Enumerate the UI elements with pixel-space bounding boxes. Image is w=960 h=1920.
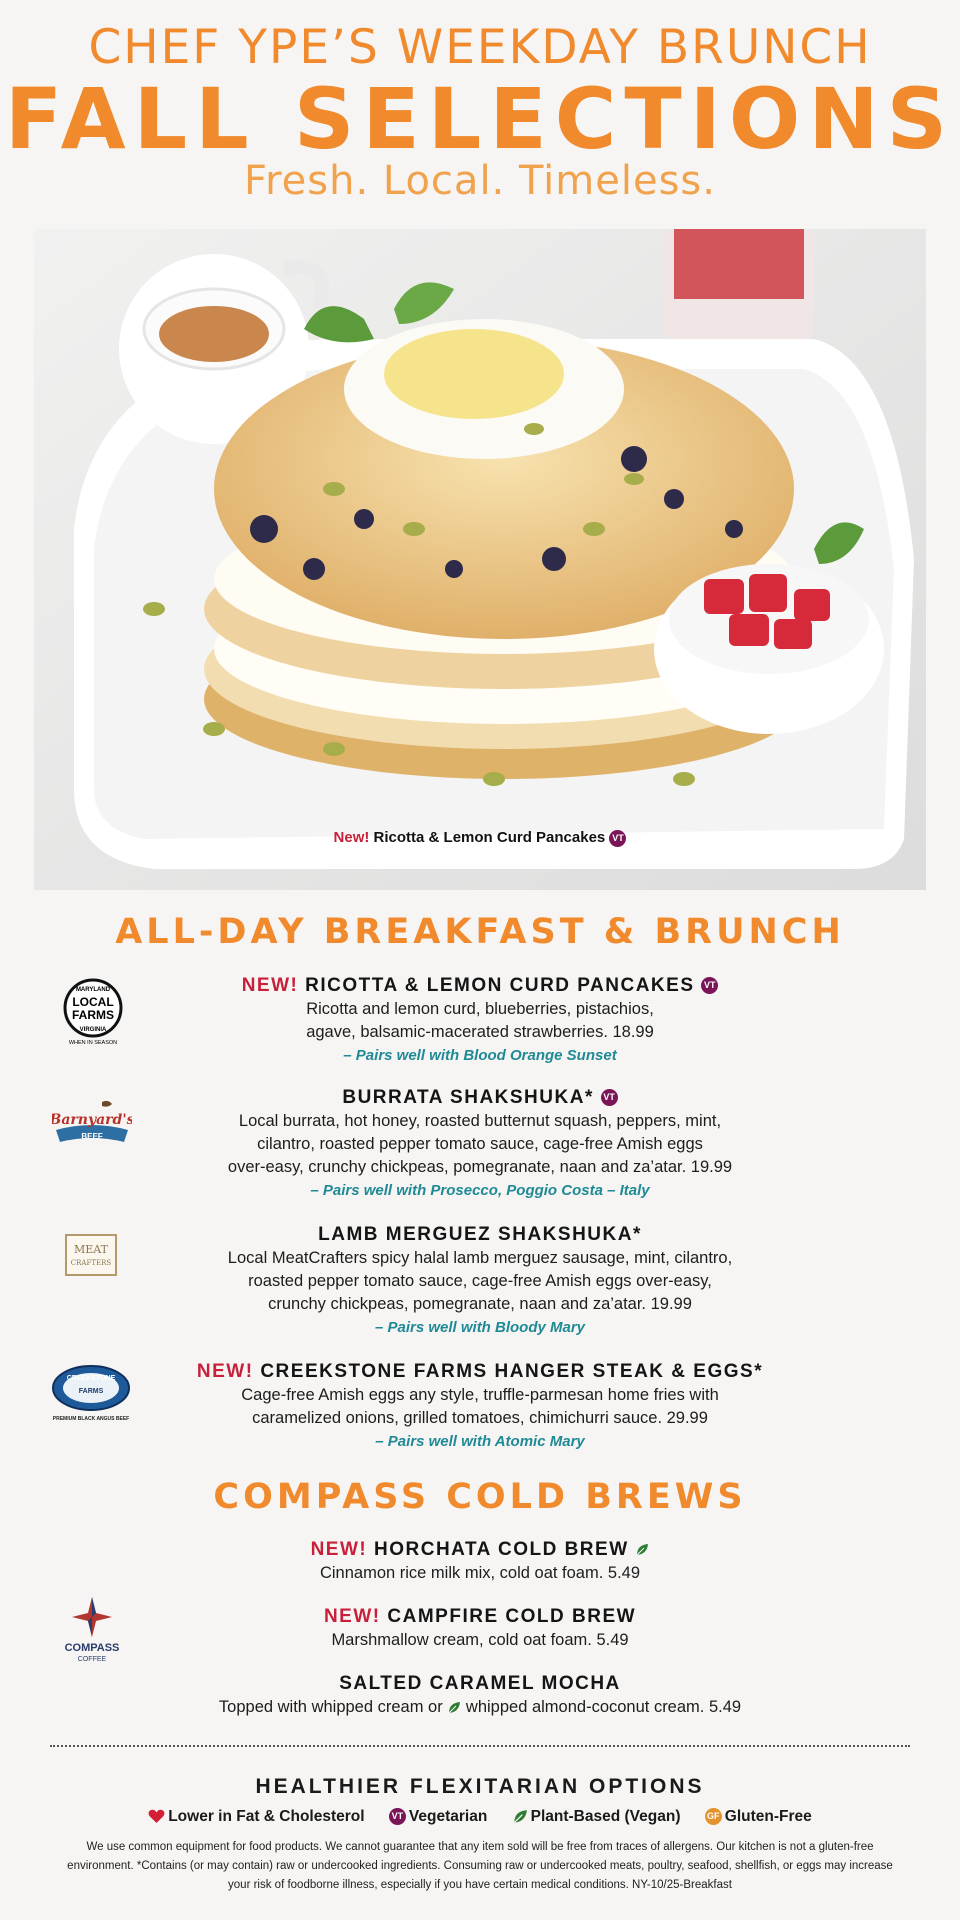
flexitarian-title: HEALTHIER FLEXITARIAN OPTIONS <box>255 1775 705 1798</box>
local-farms-line1: LOCAL <box>72 995 114 1009</box>
item-title: CAMPFIRE COLD BREW <box>387 1606 637 1627</box>
leaf-icon <box>635 1543 649 1557</box>
menu-item-description <box>170 1384 790 1430</box>
pairing-note: – Pairs well with Prosecco, Poggio Costa – Italy <box>310 1182 650 1199</box>
header-tagline: Fresh. Local. Timeless. <box>243 158 716 204</box>
menu-item <box>190 1538 770 1585</box>
new-tag: NEW! <box>310 1539 368 1560</box>
local-farms-top: MARYLAND <box>75 987 111 993</box>
pairing-note: – Pairs well with Blood Orange Sunset <box>343 1047 617 1064</box>
breakfast-section-title: ALL-DAY BREAKFAST & BRUNCH <box>115 912 845 952</box>
menu-item-name <box>170 1360 790 1384</box>
menu-item <box>190 1605 770 1652</box>
compass-logo-mark <box>52 1595 132 1665</box>
local-farms-bottom: VIRGINIA <box>79 1027 107 1033</box>
desc-line: Ricotta and lemon curd, blueberries, pistachios, <box>306 1000 654 1018</box>
item-title: HORCHATA COLD BREW <box>374 1539 629 1560</box>
creekstone-logo-mark <box>48 1362 134 1424</box>
leaf-icon <box>447 1701 461 1715</box>
item-title: LAMB MERGUEZ SHAKSHUKA* <box>318 1224 642 1245</box>
new-tag: NEW! <box>323 1606 381 1627</box>
menu-item <box>190 1672 770 1719</box>
desc-line: cilantro, roasted pepper tomato sauce, cage-free Amish eggs <box>257 1135 703 1153</box>
vegetarian-badge-icon: VT <box>609 830 626 847</box>
pancakes-illustration <box>34 229 926 890</box>
disclaimer-line: environment. *Contains (or may contain) raw or undercooked ingredients. Consuming raw or undercooked meats, poultry, seafood, shellfish, or eggs may increase <box>67 1860 893 1872</box>
menu-item-description <box>190 1247 770 1316</box>
compass-coffee-logo <box>52 1595 132 1670</box>
coldbrews-section-title: COMPASS COLD BREWS <box>213 1477 747 1517</box>
heart-icon <box>148 1809 165 1824</box>
photo-caption <box>34 829 926 847</box>
menu-item-description <box>190 1696 770 1719</box>
barnyard-name: Barnyard's <box>52 1112 132 1128</box>
item-title: SALTED CARAMEL MOCHA <box>339 1673 621 1694</box>
disclaimer-line: your risk of foodborne illness, especially if you have certain medical conditions. NY-10/25-Breakfast <box>228 1879 732 1891</box>
barnyard-beef-logo <box>52 1098 132 1153</box>
compass-name: COMPASS <box>64 1642 120 1654</box>
desc-line: Cage-free Amish eggs any style, truffle-parmesan home fries with <box>241 1386 719 1404</box>
legend-label: Gluten-Free <box>724 1808 812 1825</box>
page-title: FALL SELECTIONS <box>4 70 956 168</box>
item-title: BURRATA SHAKSHUKA* <box>342 1087 594 1108</box>
menu-item-name <box>190 1223 770 1247</box>
vegetarian-badge-icon: VT <box>701 977 718 994</box>
hero-photo <box>34 229 926 890</box>
menu-item-name <box>190 974 770 998</box>
gluten-free-badge-icon: GF <box>705 1808 722 1825</box>
creekstone-farms-logo <box>48 1362 134 1429</box>
meatcrafters-line1: MEAT <box>74 1243 108 1256</box>
dietary-legend <box>0 1808 960 1826</box>
desc-line: Local burrata, hot honey, roasted butternut squash, peppers, mint, <box>238 1112 722 1130</box>
caption-dish-name: Ricotta & Lemon Curd Pancakes <box>373 829 606 846</box>
vegetarian-badge-icon: VT <box>601 1089 618 1106</box>
menu-item <box>190 974 770 1064</box>
allergen-disclaimer <box>45 1838 915 1895</box>
desc-line: crunchy chickpeas, pomegranate, naan and za’atar. 19.99 <box>268 1295 692 1313</box>
menu-item-name <box>190 1605 770 1629</box>
desc-line: over-easy, crunchy chickpeas, pomegranate, naan and za’atar. 19.99 <box>227 1158 733 1176</box>
item-title: RICOTTA & LEMON CURD PANCAKES <box>305 975 695 996</box>
menu-item-name <box>190 1086 770 1110</box>
pairing-note: – Pairs well with Bloody Mary <box>374 1319 586 1336</box>
menu-item-description <box>190 1110 770 1179</box>
menu-item-description <box>190 998 770 1044</box>
desc-part: whipped almond-coconut cream. 5.49 <box>465 1698 742 1716</box>
menu-item <box>190 1086 770 1199</box>
meatcrafters-logo <box>64 1233 118 1284</box>
desc-line: roasted pepper tomato sauce, cage-free Amish eggs over-easy, <box>248 1272 712 1290</box>
dotted-divider <box>50 1745 910 1747</box>
caption-new-tag: New! <box>333 829 370 846</box>
menu-item-description: Marshmallow cream, cold oat foam. 5.49 <box>331 1631 629 1649</box>
local-farms-line2: FARMS <box>72 1008 114 1022</box>
creekstone-tag: PREMIUM BLACK ANGUS BEEF <box>52 1416 130 1422</box>
local-farms-logo-mark <box>58 975 128 1045</box>
disclaimer-line: We use common equipment for food products. We cannot guarantee that any item sold will be free from traces of allergens. Our kitchen is not a gluten-free <box>86 1841 874 1853</box>
desc-line: caramelized onions, grilled tomatoes, chimichurri sauce. 29.99 <box>252 1409 708 1427</box>
creekstone-sub: FARMS <box>78 1388 104 1395</box>
menu-item <box>190 1223 770 1336</box>
meatcrafters-logo-mark <box>64 1233 118 1279</box>
legend-entry <box>512 1808 685 1825</box>
barnyard-logo-mark <box>52 1098 132 1148</box>
header-kicker: CHEF YPE’S WEEKDAY BRUNCH <box>88 20 872 75</box>
legend-entry <box>389 1808 492 1825</box>
compass-sub: COFFEE <box>77 1656 107 1663</box>
local-farms-logo <box>58 975 128 1050</box>
local-farms-tag: WHEN IN SEASON <box>68 1040 118 1045</box>
legend-entry <box>705 1808 812 1825</box>
vegetarian-badge-icon: VT <box>389 1808 406 1825</box>
menu-item-name <box>190 1538 770 1562</box>
pairing-note: – Pairs well with Atomic Mary <box>375 1433 585 1450</box>
legend-label: Lower in Fat & Cholesterol <box>168 1808 365 1825</box>
menu-item-description: Cinnamon rice milk mix, cold oat foam. 5.49 <box>319 1564 641 1582</box>
item-title: CREEKSTONE FARMS HANGER STEAK & EGGS* <box>260 1361 764 1382</box>
barnyard-sub: BEEF <box>81 1132 103 1141</box>
desc-line: agave, balsamic-macerated strawberries. 18.99 <box>306 1023 654 1041</box>
menu-item-name <box>190 1672 770 1696</box>
legend-label: Plant-Based (Vegan) <box>530 1808 681 1825</box>
desc-part: Topped with whipped cream or <box>218 1698 443 1716</box>
legend-label: Vegetarian <box>408 1808 488 1825</box>
menu-item <box>170 1360 790 1450</box>
leaf-icon <box>512 1809 528 1825</box>
desc-line: Local MeatCrafters spicy halal lamb merguez sausage, mint, cilantro, <box>227 1249 733 1267</box>
new-tag: NEW! <box>241 975 299 996</box>
meatcrafters-line2: CRAFTERS <box>70 1259 112 1267</box>
creekstone-name: CREEKSTONE <box>66 1375 116 1382</box>
legend-entry <box>148 1808 369 1825</box>
new-tag: NEW! <box>196 1361 254 1382</box>
